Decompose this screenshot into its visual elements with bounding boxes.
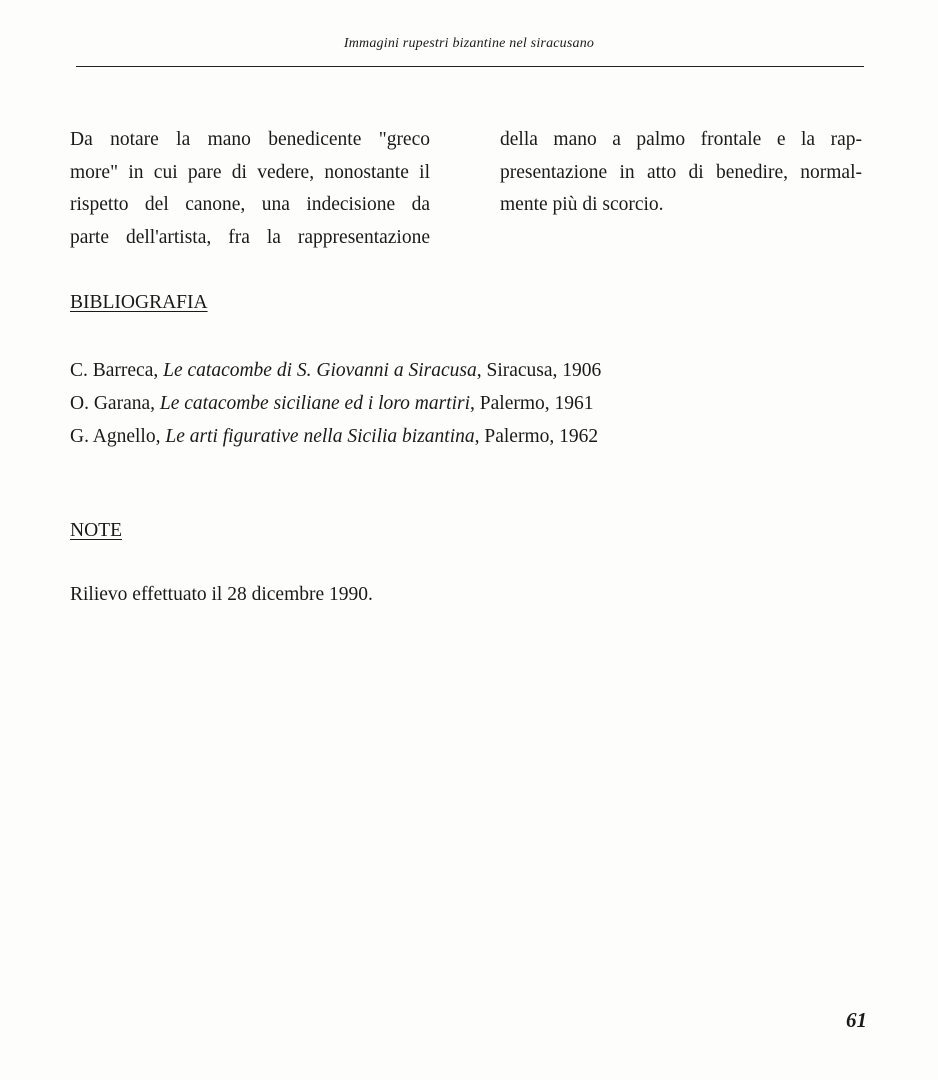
note-text: Rilievo effettuato il 28 dicembre 1990. [70,584,373,605]
body-line: rispetto del canone, una indecisione da [70,194,430,215]
body-line: della mano a palmo frontale e la rap- [500,129,862,150]
bib-publication: , Palermo, 1961 [470,393,594,414]
bib-title: Le catacombe di S. Giovanni a Siracusa [163,360,477,381]
bib-title: Le arti figurative nella Sicilia bizantina [165,426,475,447]
bib-author: G. Agnello, [70,426,166,447]
body-line: parte dell'artista, fra la rappresentazione [70,226,430,248]
bib-author: O. Garana, [70,393,160,414]
page-number: 61 [846,1008,867,1032]
bib-publication: , Palermo, 1962 [474,426,599,447]
body-line: more" in cui pare di vedere, nonostante il [70,161,430,183]
bibliography-heading: BIBLIOGRAFIA [70,292,208,313]
body-line: presentazione in atto di benedire, normal- [500,161,862,183]
bib-title: Le catacombe siciliane ed i loro martiri [159,393,471,414]
body-line: Da notare la mano benedicente "greco [70,129,430,150]
bibliography-entry [70,387,601,420]
body-line: mente più di scorcio. [500,194,664,215]
body-column-left [70,124,430,254]
bibliography-entry [70,354,601,387]
bib-author: C. Barreca, [70,360,164,381]
bib-publication: , Siracusa, 1906 [476,360,602,381]
running-head: Immagini rupestri bizantine nel siracusano [343,36,595,51]
notes-heading: NOTE [70,520,122,541]
bibliography-list [70,354,601,453]
body-column-right [500,124,862,222]
bibliography-entry [70,420,601,453]
header-rule [76,66,864,67]
